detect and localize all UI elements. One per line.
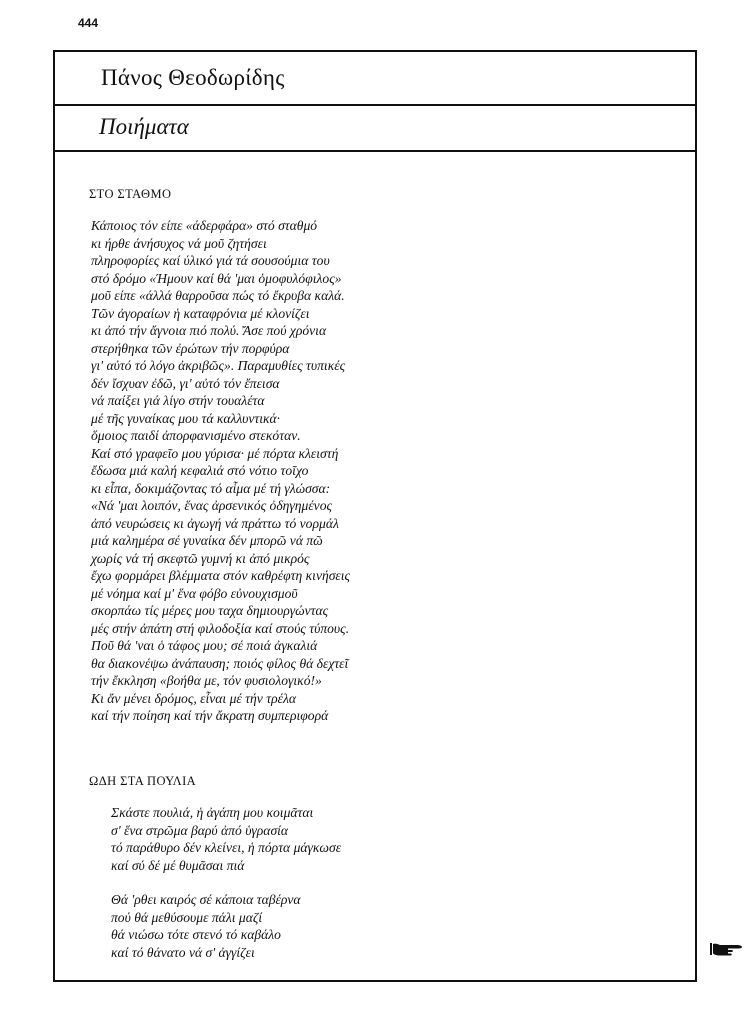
poem-line: ἀπό νευρώσεις κι ἀγωγή νά πράττω τό νορμάλ [91,515,339,531]
poem-line: χωρίς νά τή σκεφτῶ γυμνή κι ἀπό μικρός [91,550,310,566]
poem-line: κι ἀπό τήν ἄγνοια πιό πολύ. Ἄσε πού χρόνια [91,323,327,338]
poem-line: Κι ἄν μένει δρόμος, εἶναι μέ τήν τρέλα [91,690,296,706]
poem-line: καί σύ δέ μέ θυμᾶσαι πιά [111,857,245,873]
poem-line: νά παίξει γιά λίγο στήν τουαλέτα [91,393,265,408]
poem-line: γι' αὐτό τό λόγο ἀκριβῶς». Παραμυθίες τυπικές [91,358,346,373]
poem-line: δέν ἴσχυαν ἐδῶ, γι' αὐτό τόν ἔπεισα [91,375,280,391]
poem-line: σ' ἕνα στρῶμα βαρύ ἀπό ὑγρασία [111,822,289,838]
page-number: 444 [78,16,99,30]
poem-line: καί τήν ποίηση καί τήν ἄκρατη συμπεριφορά [91,708,329,723]
poem-line: τό παράθυρο δέν κλείνει, ἡ πόρτα μάγκωσε [111,840,342,855]
poem-line: «Νά 'μαι λοιπόν, ἕνας ἀρσενικός ὀδηγημένος [91,498,333,513]
stanza-break [111,875,341,892]
poem-title: ΩΔΗ ΣΤΑ ΠΟΥΛΙΑ [89,774,197,788]
poem-line: Τῶν ἀγοραίων ἡ καταφρόνια μέ κλονίζει [91,305,310,321]
poem-title: ΣΤΟ ΣΤΑΘΜΟ [89,187,172,201]
collection-header [55,106,695,152]
poem-line: Καί στό γραφεῖο μου γύρισα· μέ πόρτα κλειστή [91,445,339,461]
poem-line: ὅμοιος παιδί ἀπορφανισμένο στεκόταν. [91,428,301,443]
pointing-hand-icon [708,940,744,958]
poem-line: Σκάστε πουλιά, ἡ ἀγάπη μου κοιμᾶται [111,805,314,820]
poem-line: ἔχω φορμάρει βλέμματα στόν καθρέφτη κινήσεις [91,568,351,583]
poem-line: τήν ἔκκληση «βοήθα με, τόν φυσιολογικό!» [91,673,322,688]
poem-line: μιά καλημέρα σέ γυναίκα δέν μπορῶ νά πῶ [91,533,323,548]
poem-line: Θά 'ρθει καιρός σέ κάποια ταβέρνα [111,892,301,907]
poem-line: μές στήν ἀπάτη στή φιλοδοξία καί στούς τύπους. [91,620,350,636]
author-header [55,52,695,106]
poem-line: πού θά μεθύσουμε πάλι μαζί [111,909,263,925]
poem-line: κι εἶπα, δοκιμάζοντας τό αἷμα μέ τή γλώσσα: [91,480,331,496]
poem-line: θά νιώσω τότε στενό τό καβάλο [111,927,281,942]
poem-line: Κάποιος τόν είπε «άδερφάρα» στό σταθμό [91,218,318,233]
poem-line: θα διακονέψω ἀνάπαυση; ποιός φίλος θά δεχτεῖ [91,655,349,671]
author-name: Πάνος Θεοδωρίδης [101,65,285,90]
poem-body [91,218,350,726]
poem-line: πληροφορίες καί ύλικό γιά τά σουσούμια του [91,253,330,268]
poem-body [111,805,341,962]
poem-line: σκορπάω τίς μέρες μου ταχα δημιουργώντας [91,603,329,618]
collection-title: Ποιήματα [99,114,189,139]
poem-line: ἔδωσα μιά καλή κεφαλιά στό νότιο τοῖχο [91,463,309,478]
poem-line: Ποῦ θά 'ναι ὁ τάφος μου; σέ ποιά ἀγκαλιά [91,638,318,653]
poem-line: μοῦ είπε «άλλά θαρροῦσα πώς τό ἔκρυβα καλά. [91,288,345,303]
poem-line: μέ νόημα καί μ' ἕνα φόβο εὐνουχισμοῦ [91,585,298,601]
poem-line: στερήθηκα τῶν ἐρώτων τήν πορφύρα [91,340,290,356]
poem-line: καί τό θάνατο νά σ' ἀγγίζει [111,944,255,960]
poem-line: κι ήρθε άνήσυχος νά μοῦ ζητήσει [91,235,267,251]
poem-line: μέ τῆς γυναίκας μου τά καλλυντικά· [91,410,281,426]
poem-line: στό δρόμο «Ήμουν καί θά 'μαι ὁμοφυλόφιλος» [91,270,342,286]
page-frame [53,50,697,982]
